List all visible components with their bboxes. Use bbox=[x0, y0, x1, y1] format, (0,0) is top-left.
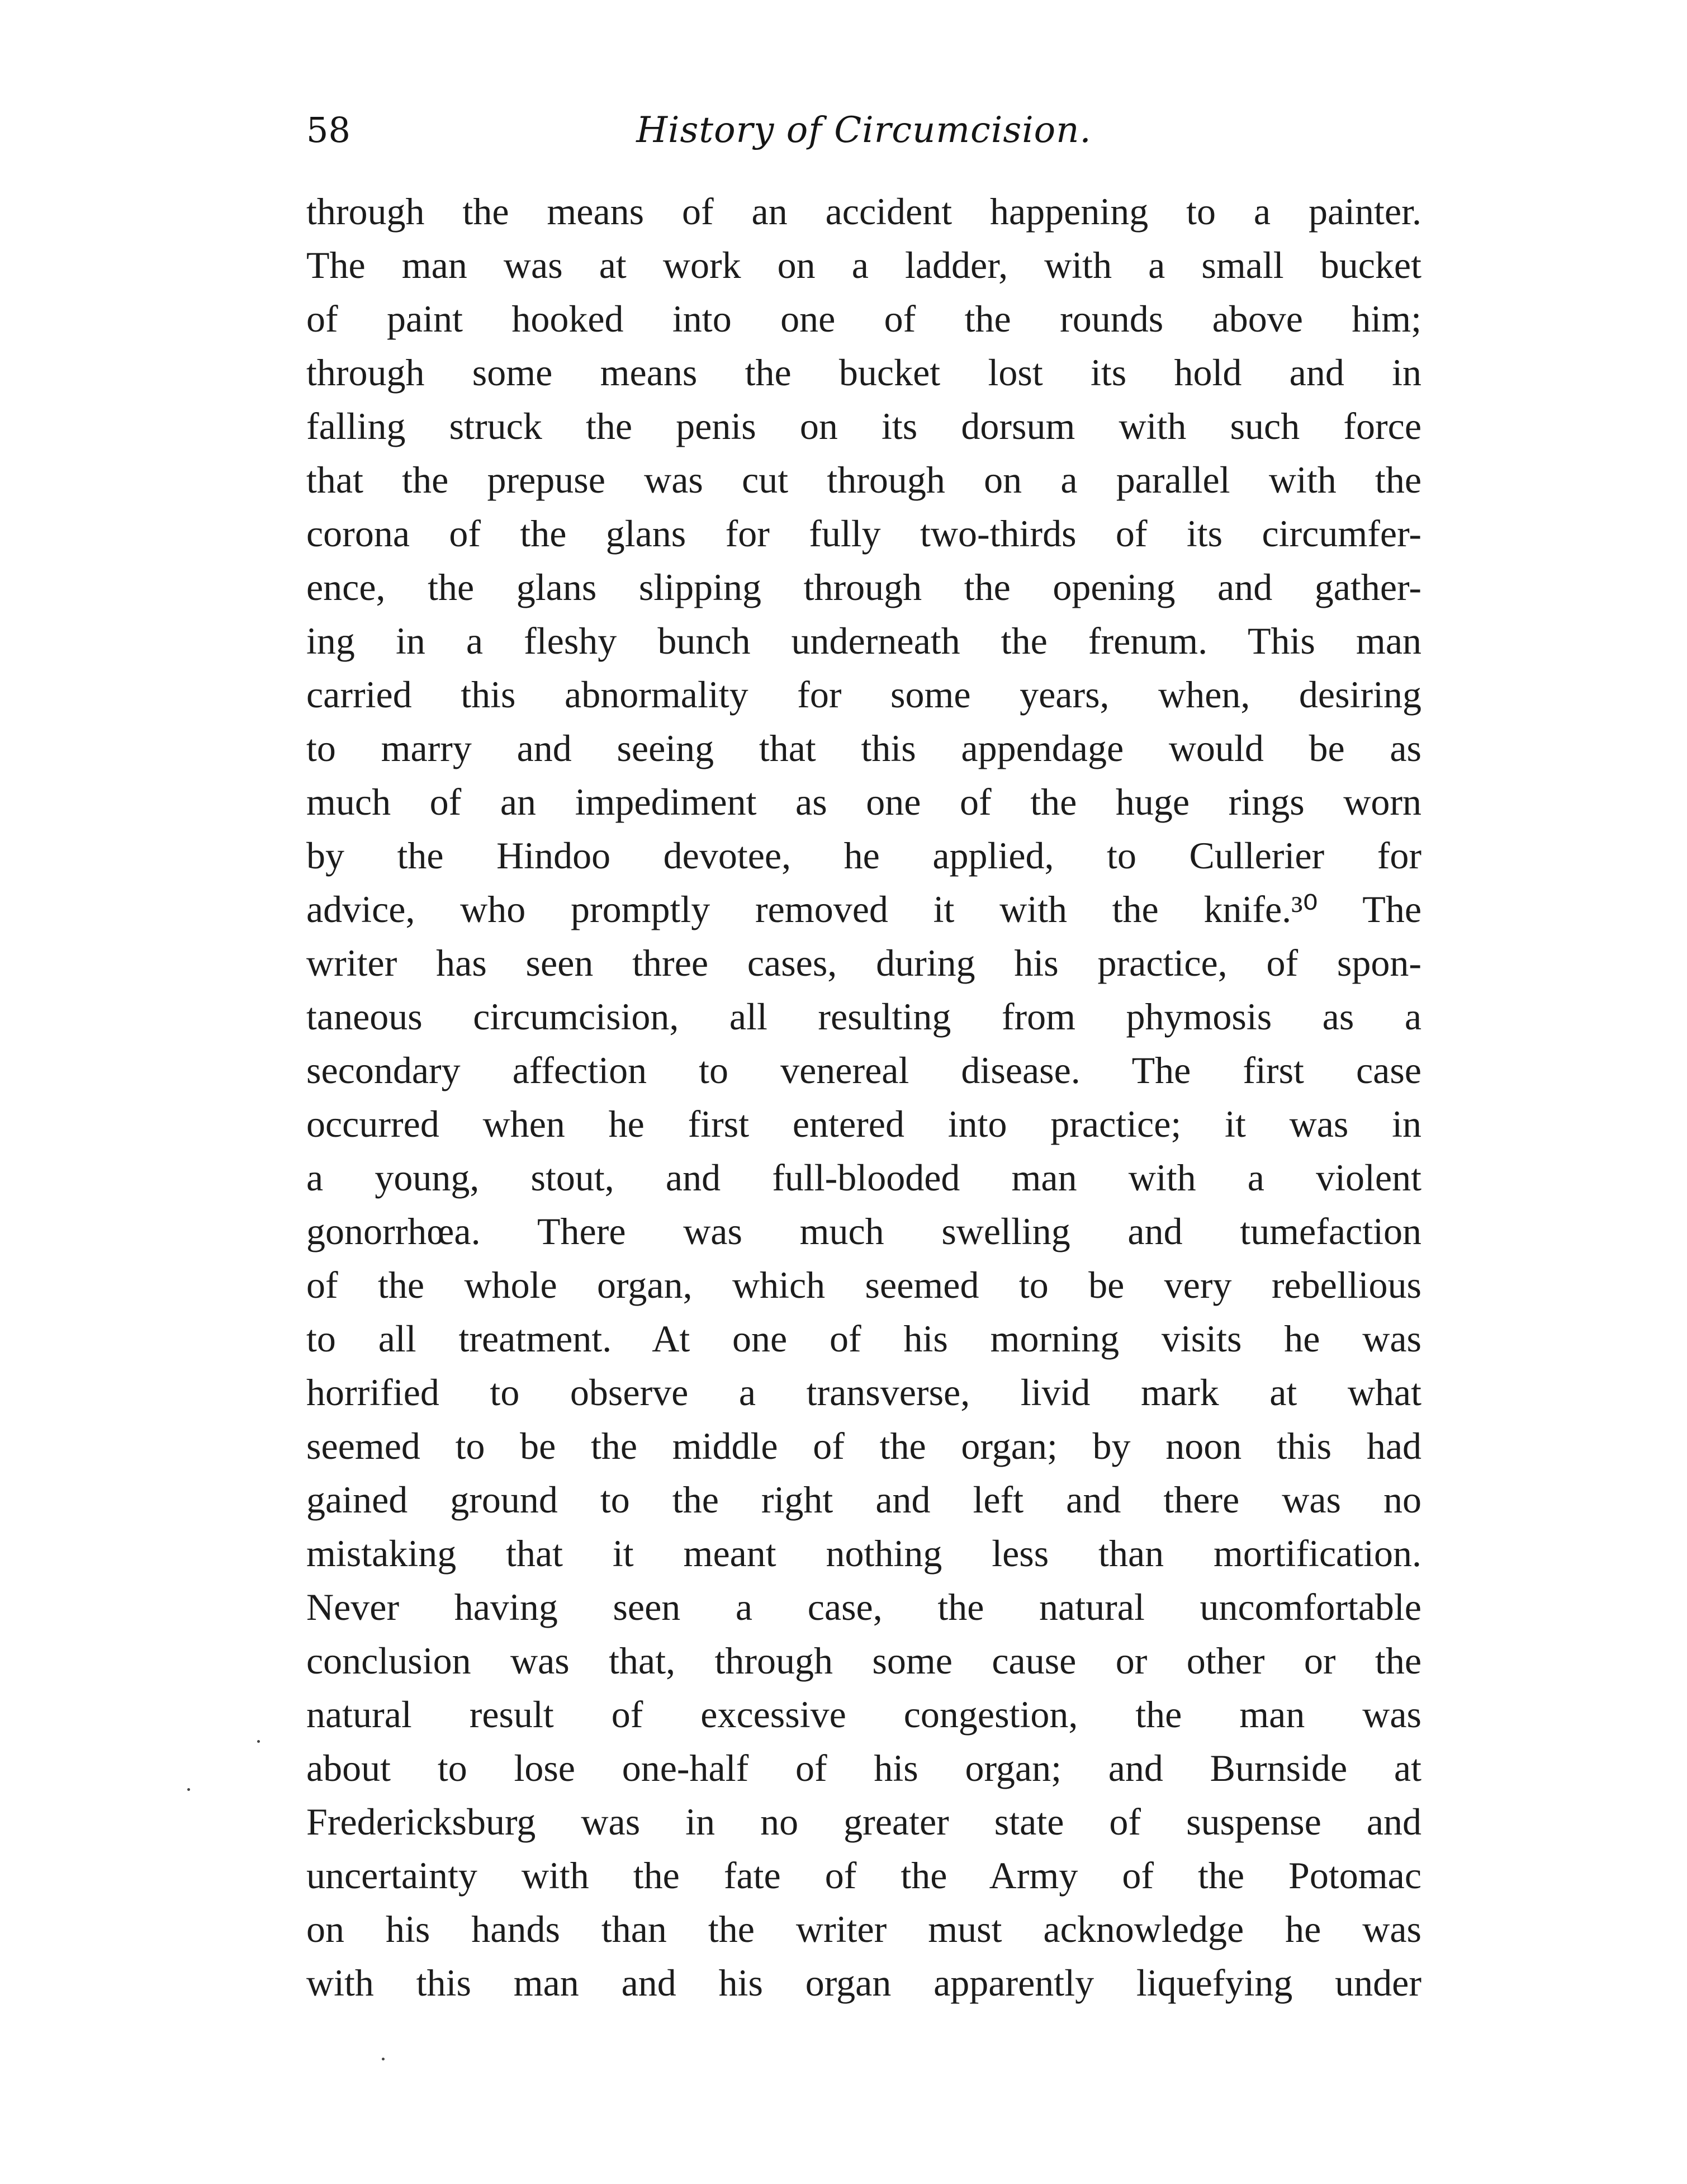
text-line: through some means the bucket lost its hold and in bbox=[306, 351, 1421, 394]
text-line: natural result of excessive congestion, the man was bbox=[306, 1693, 1421, 1736]
text-line: The man was at work on a ladder, with a small bucket bbox=[306, 244, 1421, 286]
text-line: on his hands than the writer must acknowledge he was bbox=[306, 1908, 1421, 1950]
page-number: 58 bbox=[306, 110, 350, 150]
text-line: Fredericksburg was in no greater state of suspense and bbox=[306, 1800, 1421, 1843]
text-line: advice, who promptly removed it with the knife.³⁰ The bbox=[306, 888, 1421, 930]
text-line: gonorrhœa. There was much swelling and tumefaction bbox=[306, 1210, 1421, 1252]
text-line: writer has seen three cases, during his practice, of spon- bbox=[306, 942, 1421, 984]
text-line: taneous circumcision, all resulting from phymosis as a bbox=[306, 995, 1421, 1038]
text-line: corona of the glans for fully two-thirds of its circumfer- bbox=[306, 512, 1421, 555]
body-text bbox=[306, 185, 1421, 2010]
text-line: to all treatment. At one of his morning visits he was bbox=[306, 1317, 1421, 1360]
text-line: ing in a fleshy bunch underneath the frenum. This man bbox=[306, 620, 1421, 662]
text-line: with this man and his organ apparently liquefying under bbox=[306, 1961, 1421, 2004]
text-line: carried this abnormality for some years, when, desiring bbox=[306, 673, 1421, 716]
text-line: much of an impediment as one of the huge rings worn bbox=[306, 781, 1421, 823]
text-line: of paint hooked into one of the rounds above him; bbox=[306, 297, 1421, 340]
text-line: seemed to be the middle of the organ; by noon this had bbox=[306, 1425, 1421, 1467]
running-title: History of Circumcision. bbox=[636, 110, 1092, 151]
ink-speck bbox=[257, 1740, 260, 1743]
text-line: horrified to observe a transverse, livid mark at what bbox=[306, 1371, 1421, 1414]
text-line: to marry and seeing that this appendage would be as bbox=[306, 727, 1421, 769]
text-line: uncertainty with the fate of the Army of the Potomac bbox=[306, 1854, 1421, 1897]
text-line: secondary affection to venereal disease. The first case bbox=[306, 1049, 1421, 1091]
text-line: ence, the glans slipping through the opening and gather- bbox=[306, 566, 1421, 608]
ink-speck bbox=[187, 1788, 190, 1791]
text-line: through the means of an accident happening to a painter. bbox=[306, 190, 1421, 233]
text-line: about to lose one-half of his organ; and Burnside at bbox=[306, 1747, 1421, 1789]
text-line: that the prepuse was cut through on a parallel with the bbox=[306, 458, 1421, 501]
text-line: falling struck the penis on its dorsum with such force bbox=[306, 405, 1421, 447]
text-line: gained ground to the right and left and there was no bbox=[306, 1478, 1421, 1521]
text-line: mistaking that it meant nothing less than mortification. bbox=[306, 1532, 1421, 1575]
text-line: Never having seen a case, the natural uncomfortable bbox=[306, 1586, 1421, 1628]
text-line: by the Hindoo devotee, he applied, to Cullerier for bbox=[306, 834, 1421, 877]
text-line: of the whole organ, which seemed to be very rebellious bbox=[306, 1264, 1421, 1306]
running-head bbox=[306, 100, 1421, 161]
ink-speck bbox=[382, 2058, 385, 2060]
text-line: conclusion was that, through some cause or other or the bbox=[306, 1639, 1421, 1682]
text-line: occurred when he first entered into practice; it was in bbox=[306, 1103, 1421, 1145]
text-line: a young, stout, and full-blooded man with a violent bbox=[306, 1156, 1421, 1199]
